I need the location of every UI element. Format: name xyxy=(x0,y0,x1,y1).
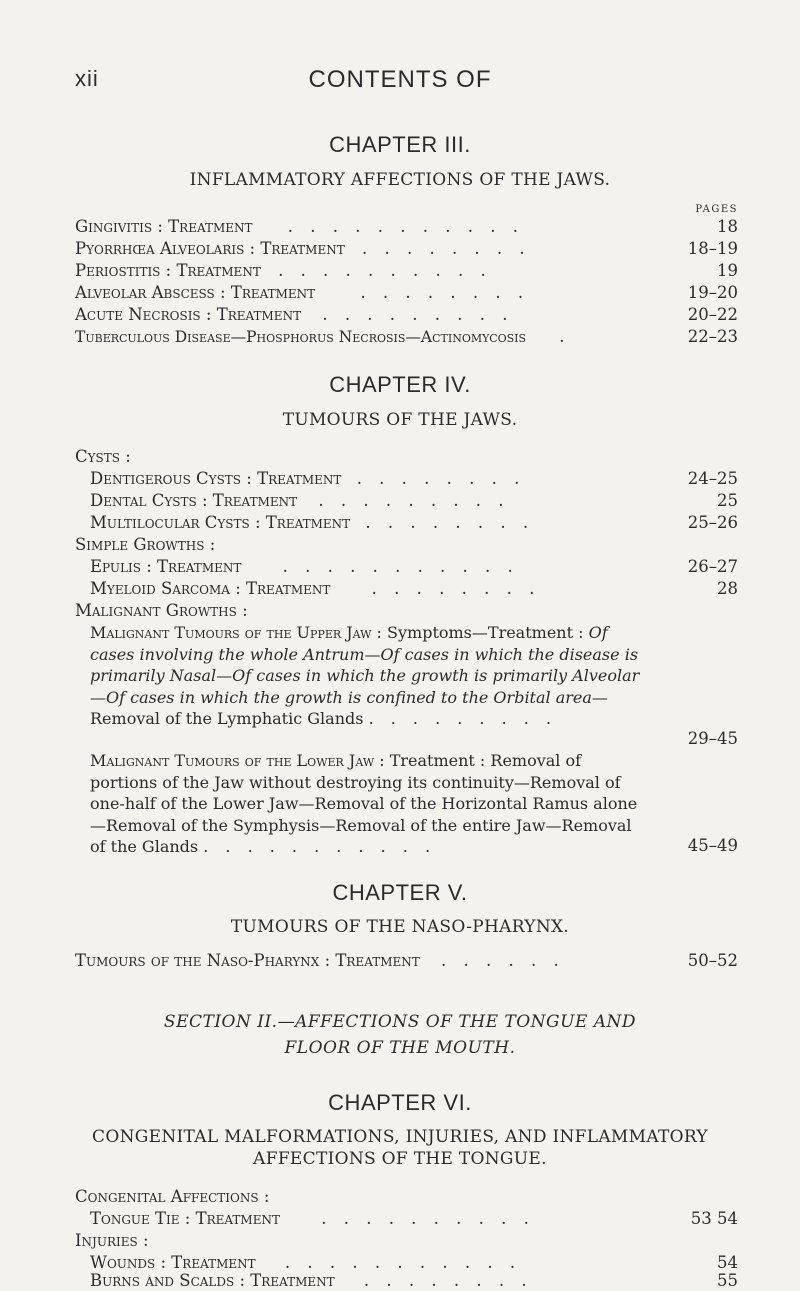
leader-dots: . . . . . . . . . xyxy=(318,491,510,510)
toc-entry-title: Tongue Tie : Treatment xyxy=(90,1209,280,1228)
toc-entry-multilocular-cysts[interactable] xyxy=(90,512,738,533)
chapter-4-heading: CHAPTER IV. xyxy=(329,372,471,397)
toc-entry-pages: 19 xyxy=(717,261,738,280)
toc-group-injuries[interactable] xyxy=(75,1230,738,1251)
toc-entry-title: Tumours of the Naso-Pharynx : Treatment xyxy=(75,951,420,970)
toc-entry-pages: 18–19 xyxy=(687,239,738,258)
section-2-title-line-2: FLOOR OF THE MOUTH. xyxy=(284,1038,516,1058)
toc-entry-malignant-lower-jaw[interactable] xyxy=(90,750,650,858)
chapter-6-subheading-line-2: AFFECTIONS OF THE TONGUE. xyxy=(253,1149,547,1169)
leader-dots: . . . . . . . . . . . xyxy=(282,557,519,576)
toc-entry-title: Tuberculous Disease—Phosphorus Necrosis—Actinomycosis xyxy=(75,328,527,346)
section-2-title-line-1: SECTION II.—AFFECTIONS OF THE TONGUE AND xyxy=(163,1012,637,1032)
toc-entry-pages: 54 xyxy=(717,1253,738,1272)
toc-group-title: Injuries : xyxy=(75,1231,149,1250)
toc-entry-title: Wounds : Treatment xyxy=(90,1253,256,1272)
toc-entry-pages: 25–26 xyxy=(687,513,738,532)
leader-dots: . . . . . . . . . . . xyxy=(203,837,437,856)
toc-entry-pages: 53 54 xyxy=(690,1209,738,1228)
toc-entry-title: Acute Necrosis : Treatment xyxy=(75,305,302,324)
page-number: xii xyxy=(75,66,99,91)
leader-dots: . . . . . . . . . . xyxy=(321,1209,535,1228)
toc-entry-pages: 22–23 xyxy=(687,327,738,346)
toc-entry-burns-and-scalds[interactable] xyxy=(90,1270,738,1291)
leader-dots: . . . . . . . . xyxy=(360,283,530,302)
toc-entry-title: Malignant Tumours of the Upper Jaw xyxy=(90,623,372,642)
toc-group-title: Simple Growths : xyxy=(75,535,216,554)
toc-entry-title: Dentigerous Cysts : Treatment xyxy=(90,469,342,488)
toc-entry-tuberculous-disease[interactable] xyxy=(75,326,738,348)
toc-entry-title: Gingivitis : Treatment xyxy=(75,217,253,236)
toc-group-malignant-growths[interactable] xyxy=(75,600,738,621)
toc-entry-pages: 24–25 xyxy=(687,469,738,488)
toc-entry-pages: 20–22 xyxy=(687,305,738,324)
chapter-6-heading: CHAPTER VI. xyxy=(328,1090,472,1115)
running-head xyxy=(0,66,800,96)
toc-entry-pages: 18 xyxy=(717,217,738,236)
toc-group-title: Cysts : xyxy=(75,447,131,466)
toc-entry-title: Periostitis : Treatment xyxy=(75,261,261,280)
toc-entry-title: Malignant Tumours of the Lower Jaw xyxy=(90,751,375,770)
toc-entry-myeloid-sarcoma[interactable] xyxy=(90,578,738,599)
chapter-6-subheading-line-1: CONGENITAL MALFORMATIONS, INJURIES, AND INFLAMMATORY xyxy=(92,1127,708,1147)
toc-entry-pages: 28 xyxy=(717,579,738,598)
leader-dots: . xyxy=(559,327,565,346)
toc-entry-periostitis[interactable] xyxy=(75,260,738,281)
leader-dots: . . . . . . . . xyxy=(356,469,526,488)
leader-dots: . . . . . . . . xyxy=(363,1271,533,1290)
toc-entry-pages: 26–27 xyxy=(687,557,738,576)
toc-entry-text: : Treatment : Removal of portions of the Jaw without destroying its continuity—Removal of one-half of the Lower Jaw—Removal of the Horizontal Ramus alone —Removal of the Symphysis—Removal of the entire Jaw—Removal of the Glands xyxy=(90,751,638,856)
toc-entry-pages: 25 xyxy=(717,491,738,510)
toc-entry-italic-text: Of cases involving the whole Antrum—Of cases in which the disease is primarily Nasal—Of cases in which the growth is primarily Alveolar—Of cases in which the growth is confined to the Orbital area xyxy=(90,623,640,707)
toc-entry-gingivitis[interactable] xyxy=(75,216,738,237)
leader-dots: . . . . . . . . xyxy=(365,513,535,532)
toc-entry-dentigerous-cysts[interactable] xyxy=(90,468,738,489)
toc-entry-title: Burns and Scalds : Treatment xyxy=(90,1271,335,1290)
toc-entry-naso-pharynx[interactable] xyxy=(75,950,738,971)
toc-entry-pages: 19–20 xyxy=(687,283,738,302)
toc-entry-title: Alveolar Abscess : Treatment xyxy=(75,283,316,302)
leader-dots: . . . . . . xyxy=(441,951,565,970)
toc-entry-pages: 55 xyxy=(717,1271,738,1290)
chapter-5-heading: CHAPTER V. xyxy=(332,880,468,905)
toc-entry-pages: 29–45 xyxy=(687,729,738,748)
toc-group-title: Malignant Growths : xyxy=(75,601,248,620)
pages-label: PAGES xyxy=(695,204,738,215)
leader-dots: . . . . . . . . . . . xyxy=(287,217,524,236)
toc-entry-title: Pyorrhœa Alveolaris : Treatment xyxy=(75,239,345,258)
toc-entry-epulis[interactable] xyxy=(90,556,738,577)
running-title: CONTENTS OF xyxy=(308,66,492,93)
toc-entry-alveolar-abscess[interactable] xyxy=(75,282,738,303)
toc-group-cysts[interactable] xyxy=(75,446,738,467)
toc-entry-tongue-tie[interactable] xyxy=(90,1208,738,1229)
leader-dots: . . . . . . . . xyxy=(361,239,531,258)
toc-entry-pages: 45–49 xyxy=(687,836,738,855)
toc-entry-text: : Symptoms—Treatment : xyxy=(371,623,584,642)
chapter-3-subheading: INFLAMMATORY AFFECTIONS OF THE JAWS. xyxy=(189,170,611,190)
leader-dots: . . . . . . . . . xyxy=(322,305,514,324)
toc-entry-pyorrhoea[interactable] xyxy=(75,238,738,259)
toc-group-congenital-affections[interactable] xyxy=(75,1186,738,1207)
toc-group-title: Congenital Affections : xyxy=(75,1187,270,1206)
toc-entry-text: —Removal of the Lymphatic Glands xyxy=(90,687,608,728)
toc-entry-title: Myeloid Sarcoma : Treatment xyxy=(90,579,331,598)
chapter-5-subheading: TUMOURS OF THE NASO-PHARYNX. xyxy=(230,917,570,937)
toc-entry-malignant-upper-jaw[interactable] xyxy=(90,622,650,730)
chapter-4-subheading: TUMOURS OF THE JAWS. xyxy=(282,410,518,430)
leader-dots: . . . . . . . . xyxy=(371,579,541,598)
toc-entry-title: Multilocular Cysts : Treatment xyxy=(90,513,351,532)
toc-entry-acute-necrosis[interactable] xyxy=(75,304,738,325)
toc-entry-pages: 50–52 xyxy=(687,951,738,970)
chapter-3-heading: CHAPTER III. xyxy=(329,132,471,157)
leader-dots: . . . . . . . . . . . xyxy=(284,1253,522,1272)
toc-entry-dental-cysts[interactable] xyxy=(90,490,738,511)
toc-entry-title: Dental Cysts : Treatment xyxy=(90,491,298,510)
leader-dots: . . . . . . . . . . xyxy=(278,261,492,280)
toc-group-simple-growths[interactable] xyxy=(75,534,738,555)
toc-entry-title: Epulis : Treatment xyxy=(90,557,242,576)
leader-dots: . . . . . . . . . xyxy=(368,709,558,728)
